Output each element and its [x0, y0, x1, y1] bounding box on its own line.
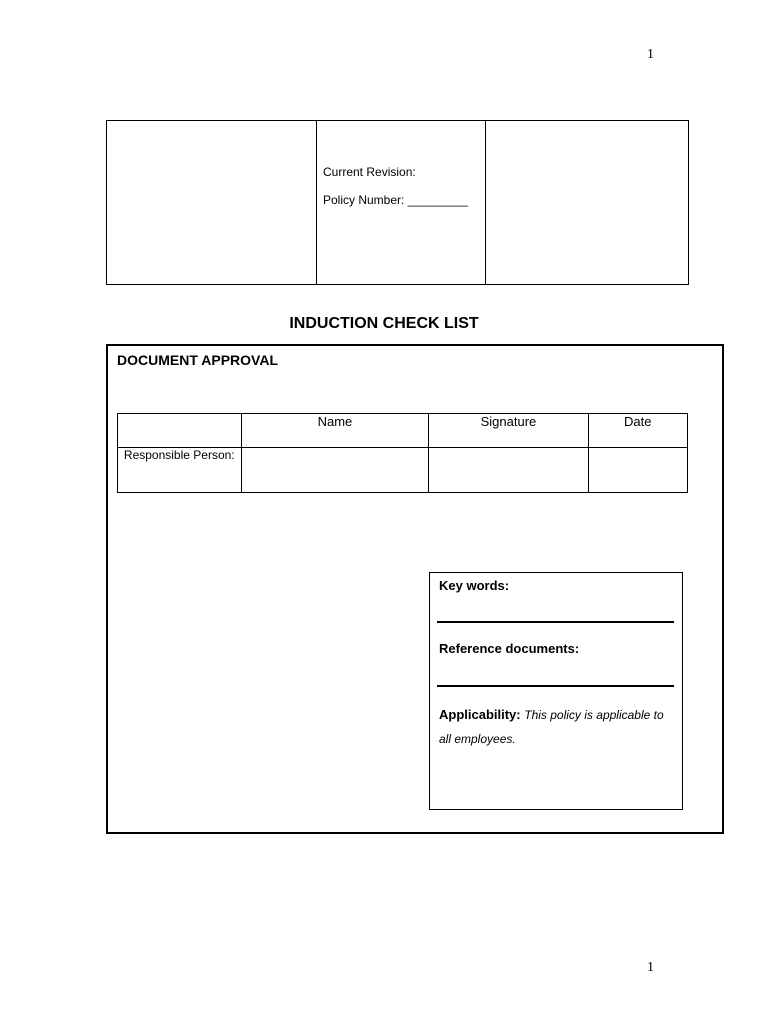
header-table	[106, 120, 689, 285]
keywords-box	[429, 572, 683, 810]
document-approval-heading: DOCUMENT APPROVAL	[117, 352, 278, 368]
header-cell-name: Name	[241, 414, 429, 448]
responsible-person-name-cell[interactable]	[241, 448, 429, 493]
document-title: INDUCTION CHECK LIST	[289, 315, 479, 332]
table-row	[118, 448, 688, 493]
policy-number-label: Policy Number: _________	[323, 193, 468, 207]
page-number-top: 1	[647, 47, 654, 62]
responsible-person-date-cell[interactable]	[588, 448, 687, 493]
responsible-person-signature-cell[interactable]	[429, 448, 588, 493]
approval-table-header-row	[118, 414, 688, 448]
reference-documents-label: Reference documents:	[439, 641, 580, 656]
current-revision-label: Current Revision:	[323, 165, 416, 179]
header-cell-signature: Signature	[429, 414, 588, 448]
applicability-label: Applicability:	[439, 707, 521, 722]
applicability-text: This policy is applicable to all employees.	[439, 708, 664, 746]
policy-meta-cell	[317, 121, 486, 284]
header-empty-cell	[486, 121, 688, 284]
key-words-line	[437, 621, 674, 623]
page-number-bottom: 1	[647, 960, 654, 975]
approval-table	[117, 413, 688, 493]
logo-cell	[107, 121, 317, 284]
responsible-person-label: Responsible Person:	[118, 448, 242, 493]
applicability-statement	[439, 703, 675, 751]
header-cell-date: Date	[588, 414, 687, 448]
header-cell-blank	[118, 414, 242, 448]
key-words-label: Key words:	[439, 578, 510, 593]
reference-documents-line	[437, 685, 674, 687]
document-approval-section	[106, 344, 724, 834]
